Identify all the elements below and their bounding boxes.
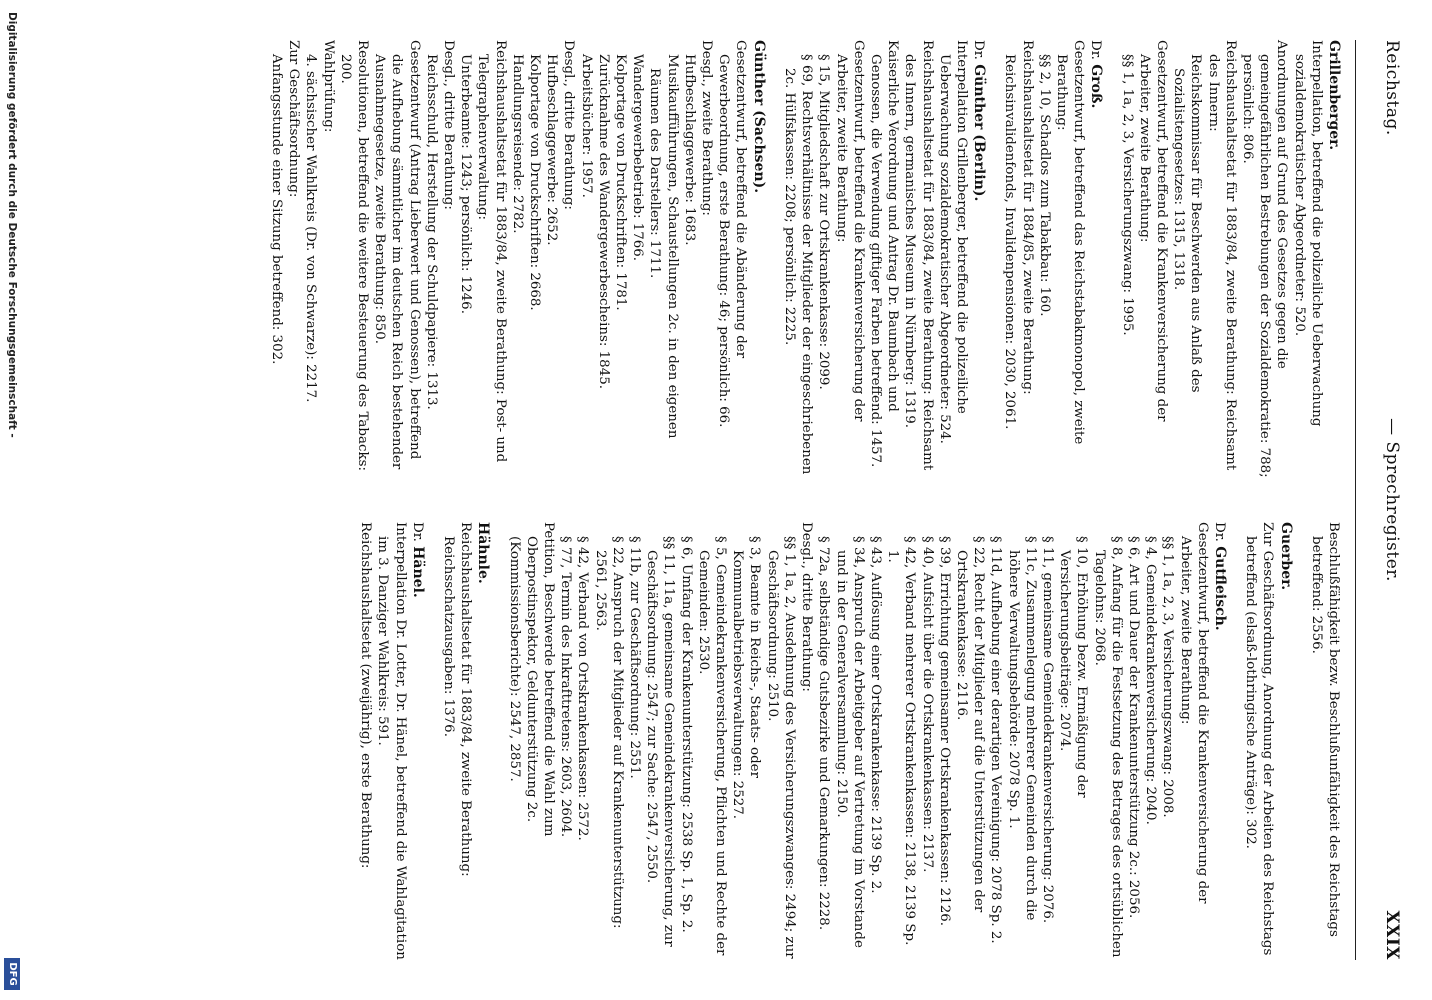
entry-line: §§ 1, 1a, 2, Ausdehnung des Versicherungszwanges: 2494; zur Geschäftsordnung: 2510. <box>764 536 797 959</box>
entry-line: § 43, Auflösung einer Ortskrankenkasse: 2139 Sp. 2. <box>867 536 883 894</box>
entry-line: §§ 1, 1a, 2, 3, Versicherungszwang: 2008. <box>1160 536 1176 818</box>
entry-title-prefix: Dr. <box>1088 40 1104 60</box>
digitization-sidebar <box>0 0 22 1000</box>
register-entry <box>505 522 1228 960</box>
entry-line: Gesetzentwurf (Antrag Lieberwert und Genossen), betreffend die Aufhebung sämmtlicher im deutschen Reich bestehender Ausnahmegesetze, zweite Berathung: 850. <box>372 40 422 470</box>
entry-heading <box>750 40 767 478</box>
entry-line: § 42, Verband mehrerer Ortskrankenkassen: 2138, 2139 Sp. 1. <box>885 536 918 946</box>
entry-line: § 69, Rechtsverhältnisse der Mitglieder der eingeschriebenen 2c. Hülfskassen: 2208; persönlich: 2225. <box>781 54 815 475</box>
page-number: XXIX <box>1382 910 1402 960</box>
entry-line: Arbeitsbücher: 1957. <box>578 54 594 198</box>
entry-line: § 42, Verband von Ortskrankenkassen: 2572. <box>575 536 591 841</box>
header-rule <box>1355 40 1356 960</box>
entry-line: § 8, Anfang für die Festsetzung des Betrages des ortsüblichen Tagelohns: 2068. <box>1091 536 1124 958</box>
register-entry <box>781 40 987 478</box>
entry-line: Hufbeschlaggewerbe: 1683. <box>681 54 697 246</box>
entry-heading <box>1325 40 1342 478</box>
entry-line: Kolportage von Druckschriften: 1781. <box>613 54 629 311</box>
entry-line: § 6, Umfang der Krankenunterstützung: 2538 Sp. 1, Sp. 2. <box>678 536 694 933</box>
entry-line: Resolutionen, betreffend die weitere Besteuerung des Tabacks: 200. <box>337 40 371 471</box>
entry-line: Wandergewerbebetrieb: 1766. <box>630 54 646 262</box>
dfg-logo: DFG <box>4 958 20 990</box>
entry-line: Anfangsstunde einer Sitzung betreffend: 302. <box>269 54 285 365</box>
speaker-name: Groß. <box>1088 64 1105 109</box>
entry-title-prefix: Dr. <box>1211 522 1227 542</box>
entry-line: Reichshaushaltsetat für 1883/84, zweite Berathung: Post- und Telegraphenverwaltung: <box>475 40 508 463</box>
entry-line: § 15, Mitgliedschaft zur Ortskrankenkasse: 2099. <box>816 54 832 390</box>
entry-line: Gesetzentwurf, betreffend die Krankenversicherung der Arbeiter, zweite Berathung: <box>833 40 866 422</box>
entry-line: Reichshaushaltsetat (zweijährig), erste Berathung: <box>358 522 374 869</box>
entry-line: Desgl., zweite Berathung: <box>699 40 715 216</box>
entry-line: §§ 11, 11a, gemeinsame Gemeindekrankenversicherung, zur Geschäftsordnung: 2547; zur Sache: 2547, 2550. <box>644 536 677 947</box>
entry-line: Unterbeamte: 1243; persönlich: 1246. <box>458 54 474 314</box>
entry-heading <box>1211 522 1228 960</box>
entry-line: § 3, Beamte in Reichs-, Staats- oder Kommunalbetriebsverwaltungen: 2527. <box>730 536 763 820</box>
entry-line: Reichshaushaltsetat für 1883/84, zweite Berathung: Reichsamt des Innern, germanisches Museum in Nürnberg: 1319. <box>902 40 935 471</box>
entry-line: Zur Geschäftsordnung, Anordnung der Arbeiten des Reichstags betreffend (elsaß-lothringische Anträge): 302. <box>1243 522 1276 956</box>
entry-line: Hufbeschlaggewerbe: 2652. <box>544 54 560 246</box>
register-entry <box>1118 40 1342 478</box>
entry-line: Gesetzentwurf, betreffend die Krankenversicherung der Arbeiter, zweite Berathung: <box>1136 40 1169 422</box>
entry-heading <box>970 40 987 478</box>
entry-line: Anordnungen auf Grund des Gesetzes gegen die gemeingefährlichen Bestrebungen der Sozialdemokratie: 788; persönlich: 806. <box>1239 40 1290 478</box>
entry-line: § 6, Art und Dauer der Krankenunterstützung 2c.: 2056. <box>1125 536 1141 919</box>
digitization-credit: Digitalisierung gefördert durch die Deutsche Forschungsgemeinschaft - <box>6 12 18 438</box>
entry-line: § 39, Errichtung gemeinsamer Ortskrankenkassen: 2126. <box>936 536 952 927</box>
entry-line: Musikaufführungen, Schaustellungen 2c. in den eigenen Räumen des Darstellers: 1711. <box>647 54 680 439</box>
entry-line: § 22, Recht der Mitglieder auf die Unterstützungen der Ortskrankenkasse: 2116. <box>953 536 987 913</box>
entry-heading <box>474 522 491 960</box>
entry-line: § 11c, Zusammenlegung mehrerer Gemeinden durch die höhere Verwaltungsbehörde: 2078 Sp. 1. <box>1005 536 1038 921</box>
entry-line: Petition, Beschwerde betreffend die Wahl zum Oberpostinspektor, Geldunterstützung 2c. (Kommissionsberichte): 2547, 2857. <box>506 522 557 837</box>
entry-line: Interpellation Grillenberger, betreffend die polizeiliche Ueberwachung sozialdemokratischer Abgeordneter: 524. <box>936 40 969 444</box>
register-entry <box>357 522 426 960</box>
entry-line: Handlungsreisende: 2782. <box>509 54 525 234</box>
entry-line: § 40, Aufsicht über die Ortskrankenkassen: 2137. <box>919 536 935 873</box>
entry-line: Gesetzentwurf, betreffend die Abänderung der Gewerbeordnung, erste Berathung: 46; persönlich: 66. <box>716 40 749 428</box>
entry-line: Reichsschuld, Herstellung der Schuldpapiere: 1313. <box>423 54 439 410</box>
entry-line: Gesetzentwurf, betreffend die Krankenversicherung der Arbeiter, zweite Berathung: <box>1177 522 1210 904</box>
register-entry <box>1308 522 1342 960</box>
entry-line: Zur Geschäftsordnung: <box>286 40 302 198</box>
entry-line: § 34, Anspruch der Arbeitgeber auf Vertretung im Vorstande und in der Generalversammlung: 2150. <box>833 536 866 948</box>
register-entry <box>1242 522 1294 960</box>
entry-line: Interpellation, betreffend die polizeiliche Ueberwachung sozialdemokratischer Abgeordneter: 520. <box>1291 40 1324 427</box>
entry-line: § 72a, selbständige Gutsbezirke und Gemarkungen: 2228. <box>816 536 832 931</box>
left-column <box>254 40 1342 478</box>
entry-line: Gesetzentwurf, betreffend das Reichstabakmonopol, zweite Berathung: <box>1053 40 1087 445</box>
entry-line: Kaiserliche Verordnung und Antrag Dr. Baumbach und Genossen, die Verwendung giftiger Farben betreffend: 1457. <box>867 40 901 468</box>
entry-line: Desgl., dritte Berathung: <box>441 40 457 210</box>
speaker-name: Hähnle. <box>475 522 492 584</box>
entry-line: Wahlprüfung: <box>320 40 336 133</box>
entry-line: Zurücknahme des Wandergewerbescheins: 1845. <box>595 54 611 389</box>
speaker-name: Hänel. <box>409 546 426 598</box>
page-header <box>1362 40 1402 960</box>
register-entry <box>268 40 767 478</box>
entry-line: Beschlußfähigkeit bezw. Beschlußunfähigkeit des Reichstags betreffend: 2556. <box>1308 522 1341 937</box>
entry-heading <box>1276 522 1293 960</box>
entry-line: Reichshaushaltsetat für 1884/85, zweite Berathung: Reichsinvalidenfonds, Invalidenpensionen: 2030, 2061. <box>1002 40 1035 430</box>
entry-line: Kolportage von Druckschriften: 2668. <box>527 54 543 311</box>
entry-title-prefix: Dr. <box>409 522 425 542</box>
entry-line: §§ 1, 1a, 2, 3, Versicherungszwang: 1995. <box>1119 54 1135 336</box>
entry-line: Reichshaushaltsetat für 1883/84, zweite Berathung: Reichsamt des Innern: <box>1205 40 1238 471</box>
speaker-name: Günther (Berlin). <box>971 64 988 202</box>
entry-title-prefix: Dr. <box>971 40 987 60</box>
entry-line: 4. sächsischer Wahlkreis (Dr. von Schwarze): 2217. <box>303 54 319 403</box>
entry-heading <box>409 522 426 960</box>
header-center: — Sprechregister. <box>1382 418 1402 582</box>
header-left: Reichstag. <box>1382 40 1402 136</box>
register-entry <box>1001 40 1104 478</box>
entry-line: Reichskommissar für Beschwerden aus Anlaß des Sozialistengesetzes: 1315, 1318. <box>1171 54 1204 393</box>
right-column <box>343 522 1342 960</box>
entry-line: § 22, Anspruch der Mitglieder auf Krankenunterstützung: 2561, 2563. <box>592 536 625 929</box>
entry-line: § 77, Termin des Inkrafttretens: 2603, 2604. <box>558 536 574 838</box>
entry-line: § 10, Erhöhung bezw. Ermäßigung der Versicherungsbeiträge: 2074. <box>1057 536 1090 798</box>
entry-line: Reichshaushaltsetat für 1883/84, zweite Berathung: Reichsschatzausgaben: 1376. <box>441 522 474 877</box>
entry-line: Interpellation Dr. Lotter, Dr. Hänel, betreffend die Wahlagitation im 3. Danziger Wahlkreis: 591. <box>375 522 408 960</box>
speaker-name: Guerber. <box>1277 522 1294 591</box>
entry-line: § 4, Gemeindekrankenversicherung: 2040. <box>1143 536 1159 825</box>
entry-line: Desgl., dritte Berathung: <box>561 40 577 210</box>
speaker-name: Grillenberger. <box>1326 40 1342 151</box>
entry-heading <box>1087 40 1104 478</box>
entry-line: § 11b, zur Geschäftsordnung: 2551. <box>627 536 643 779</box>
register-entry <box>440 522 492 960</box>
entry-line: § 5, Gemeindekrankenversicherung, Pflichten und Rechte der Gemeinden: 2530. <box>695 536 729 956</box>
speaker-name: Gutfleisch. <box>1211 546 1228 631</box>
entry-line: Desgl., dritte Berathung: <box>799 522 815 692</box>
speaker-name: Günther (Sachsen). <box>750 40 767 194</box>
entry-line: § 11d, Aufhebung einer derartigen Vereinigung: 2078 Sp. 2. <box>988 536 1004 944</box>
entry-line: § 11, gemeinsame Gemeindekrankenversicherung: 2076. <box>1039 536 1055 924</box>
entry-line: §§ 2, 10, Schadlos zum Tabakbau: 160. <box>1036 54 1052 317</box>
